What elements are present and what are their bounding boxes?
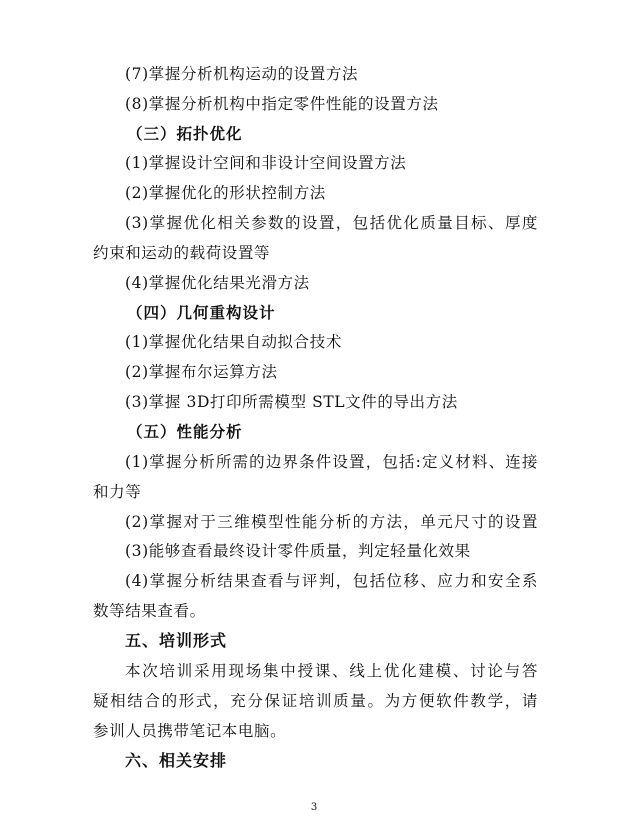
text-line: (3)掌握优化相关参数的设置，包括优化质量目标、厚度 [125, 214, 538, 232]
text-line: (4)掌握优化结果光滑方法 [125, 274, 310, 292]
text-line: 和力等 [93, 483, 142, 501]
text-line: 疑相结合的形式，充分保证培训质量。为方便软件教学，请 [93, 692, 538, 710]
text-line: (3)掌握 3D打印所需模型 STL文件的导出方法 [125, 393, 458, 411]
subsection-heading: （三）拓扑优化 [127, 125, 243, 143]
text-line: (7)掌握分析机构运动的设置方法 [125, 65, 359, 83]
page-number: 3 [310, 802, 318, 813]
text-line: 数等结果查看。 [93, 602, 206, 620]
section-heading: 六、相关安排 [125, 751, 228, 770]
subsection-heading: （五）性能分析 [127, 423, 243, 441]
subsection-heading: （四）几何重构设计 [127, 304, 276, 322]
text-line: (2)掌握优化的形状控制方法 [125, 184, 326, 202]
text-line: (4)掌握分析结果查看与评判，包括位移、应力和安全系 [125, 572, 538, 590]
text-line: 本次培训采用现场集中授课、线上优化建模、讨论与答 [125, 662, 538, 680]
section-heading: 五、培训形式 [125, 631, 228, 650]
text-line: (1)掌握设计空间和非设计空间设置方法 [125, 154, 407, 172]
text-line: (8)掌握分析机构中指定零件性能的设置方法 [125, 95, 439, 113]
text-line: (1)掌握分析所需的边界条件设置，包括:定义材料、连接 [125, 453, 538, 471]
text-line: (1)掌握优化结果自动拟合技术 [125, 333, 342, 351]
text-line: (2)掌握对于三维模型性能分析的方法，单元尺寸的设置 [125, 513, 538, 531]
text-line: (3)能够查看最终设计零件质量，判定轻量化效果 [125, 542, 471, 560]
text-line: 参训人员携带笔记本电脑。 [93, 722, 287, 740]
text-line: (2)掌握布尔运算方法 [125, 363, 278, 381]
text-line: 约束和运动的载荷设置等 [93, 244, 271, 262]
